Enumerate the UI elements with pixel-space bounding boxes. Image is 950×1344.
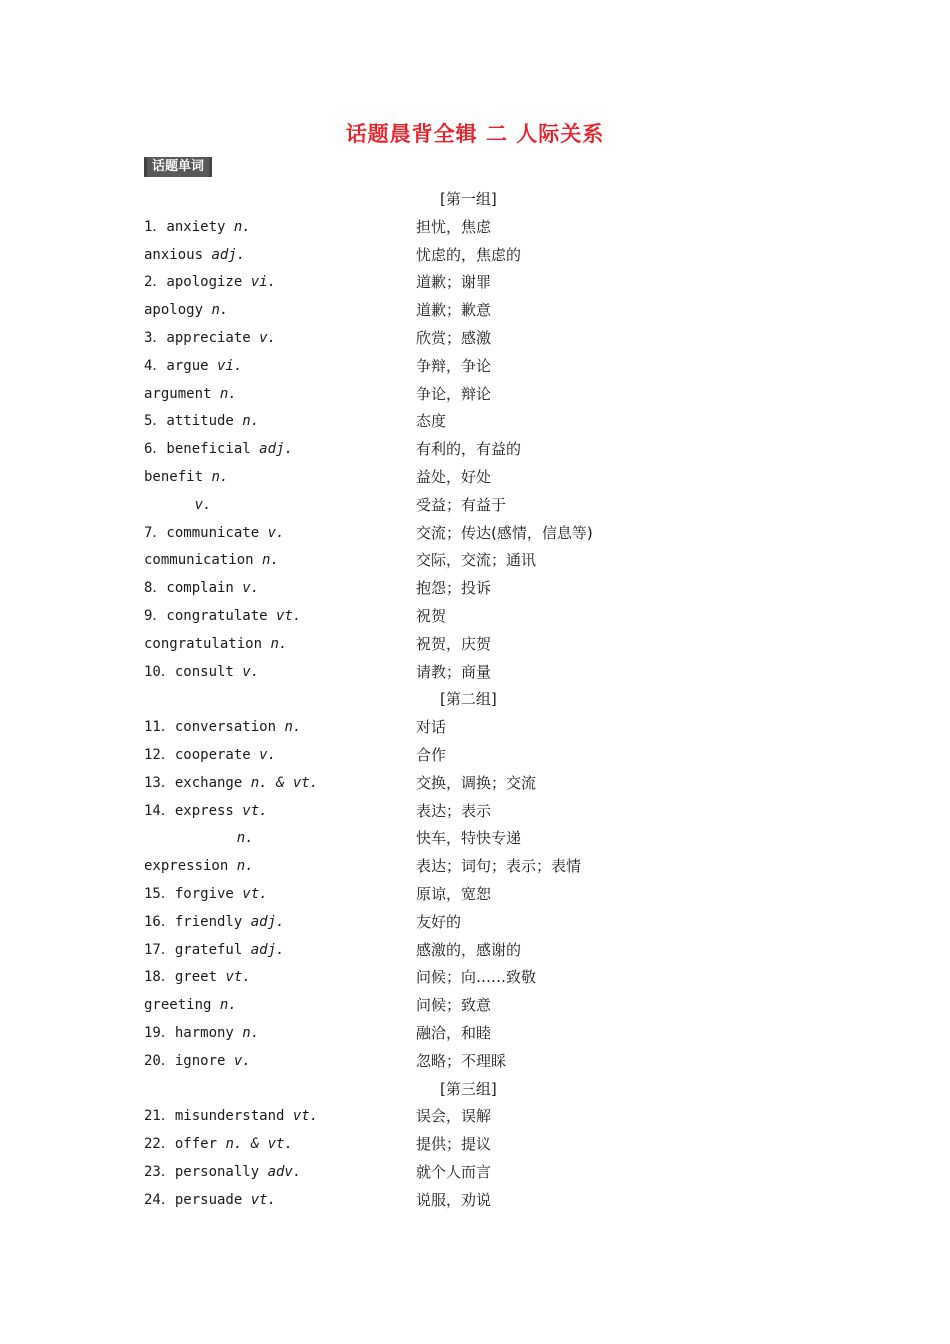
vocab-word-cell xyxy=(144,742,276,770)
part-of-speech: n. xyxy=(262,552,279,569)
vocab-entry xyxy=(0,1020,950,1048)
group-heading-row xyxy=(0,686,950,714)
vocab-meaning: 忽略；不理睬 xyxy=(416,1051,507,1070)
vocab-word xyxy=(144,830,237,846)
part-of-speech: adj. xyxy=(259,441,293,458)
vocab-word-cell xyxy=(144,214,251,242)
vocab-word: 10．consult xyxy=(144,663,243,680)
vocab-word: benefit xyxy=(144,468,212,485)
part-of-speech: v. xyxy=(259,746,277,763)
vocab-entry xyxy=(0,297,950,325)
vocab-word-cell xyxy=(144,770,318,798)
vocab-entry xyxy=(0,464,950,492)
vocab-word-cell xyxy=(144,1048,251,1076)
vocab-word: 23．personally xyxy=(144,1163,268,1180)
vocab-word-cell xyxy=(144,436,293,464)
vocab-word-cell xyxy=(144,547,279,575)
vocab-meaning: 争辩，争论 xyxy=(416,356,492,375)
vocab-word-cell xyxy=(144,492,211,520)
part-of-speech: n. xyxy=(236,858,254,875)
part-of-speech: vt. xyxy=(292,1108,319,1125)
group-heading: [第三组] xyxy=(440,1079,497,1098)
vocab-word-cell xyxy=(144,603,301,631)
vocab-word-cell xyxy=(144,853,254,881)
vocab-entry xyxy=(0,798,950,826)
vocab-word-cell xyxy=(144,269,276,297)
vocab-word: 5．attitude xyxy=(144,413,243,430)
group-heading: [第二组] xyxy=(440,690,497,709)
vocab-word: 12．cooperate xyxy=(144,746,260,763)
vocab-word: 11．conversation xyxy=(144,719,285,736)
vocab-entry xyxy=(0,603,950,631)
vocab-word: 13．exchange xyxy=(144,774,251,791)
part-of-speech: n. xyxy=(270,635,288,652)
vocab-word: 6．beneficial xyxy=(144,441,260,458)
part-of-speech: n. xyxy=(211,468,229,485)
vocab-meaning: 欣赏；感激 xyxy=(416,328,492,347)
vocab-meaning: 请教；商量 xyxy=(416,662,492,681)
part-of-speech: v. xyxy=(267,524,285,541)
vocab-word: communication xyxy=(144,552,263,569)
vocab-word-cell xyxy=(144,992,237,1020)
vocab-word-cell xyxy=(144,798,268,826)
vocab-word-cell xyxy=(144,631,287,659)
vocab-word-cell xyxy=(144,353,242,381)
vocab-meaning: 友好的 xyxy=(416,912,462,931)
vocab-word: 24．persuade xyxy=(144,1191,251,1208)
vocab-word: 4．argue xyxy=(144,357,218,374)
part-of-speech: adv. xyxy=(267,1163,302,1180)
vocab-meaning: 受益；有益于 xyxy=(416,495,507,514)
vocab-word: 21．misunderstand xyxy=(144,1108,293,1125)
vocab-meaning: 交流；传达(感情，信息等) xyxy=(416,523,593,542)
part-of-speech: v. xyxy=(242,580,260,597)
vocab-word-cell xyxy=(144,1020,259,1048)
vocab-meaning: 融洽，和睦 xyxy=(416,1023,492,1042)
vocab-meaning: 抱怨；投诉 xyxy=(416,579,492,598)
vocab-word: 3．appreciate xyxy=(144,329,260,346)
vocab-meaning: 态度 xyxy=(416,412,447,431)
part-of-speech: vi. xyxy=(217,357,243,374)
vocab-entry xyxy=(0,853,950,881)
part-of-speech: n. xyxy=(219,385,237,402)
part-of-speech: vt. xyxy=(242,885,268,902)
vocab-meaning: 争论，辩论 xyxy=(416,384,492,403)
vocab-entry xyxy=(0,547,950,575)
vocab-entry xyxy=(0,964,950,992)
part-of-speech: vt. xyxy=(276,607,302,624)
vocab-word-cell xyxy=(144,297,228,325)
vocab-meaning: 对话 xyxy=(416,718,447,737)
vocab-meaning: 感激的，感谢的 xyxy=(416,940,522,959)
vocab-meaning: 快车，特快专递 xyxy=(416,829,522,848)
part-of-speech: adj. xyxy=(250,913,285,930)
vocab-entry xyxy=(0,269,950,297)
vocab-entry xyxy=(0,214,950,242)
part-of-speech: v. xyxy=(233,1052,251,1069)
vocab-meaning: 益处，好处 xyxy=(416,467,492,486)
vocab-meaning: 就个人而言 xyxy=(416,1162,492,1181)
part-of-speech: n. xyxy=(242,1024,260,1041)
vocab-word-cell xyxy=(144,325,276,353)
vocab-word: 20．ignore xyxy=(144,1052,234,1069)
vocab-meaning: 合作 xyxy=(416,745,447,764)
vocab-meaning: 提供；提议 xyxy=(416,1135,492,1154)
vocab-word: 19．harmony xyxy=(144,1024,243,1041)
vocab-entry xyxy=(0,492,950,520)
vocab-word: 15．forgive xyxy=(144,885,243,902)
vocab-meaning: 误会，误解 xyxy=(416,1107,492,1126)
vocab-word-cell xyxy=(144,1187,276,1215)
vocab-word: 7．communicate xyxy=(144,524,268,541)
vocab-entry xyxy=(0,242,950,270)
part-of-speech: adj. xyxy=(211,246,246,263)
vocab-word xyxy=(144,497,195,513)
vocab-word: 2．apologize xyxy=(144,274,251,291)
vocab-entry xyxy=(0,520,950,548)
vocab-meaning: 说服，劝说 xyxy=(416,1190,492,1209)
part-of-speech: v. xyxy=(194,496,212,513)
vocab-meaning: 交际，交流；通讯 xyxy=(416,551,537,570)
vocab-entry xyxy=(0,575,950,603)
group-heading: [第一组] xyxy=(440,190,497,208)
part-of-speech: v. xyxy=(242,663,260,680)
vocab-meaning: 表达；词句；表示；表情 xyxy=(416,857,582,876)
vocab-word: anxious xyxy=(144,246,212,263)
vocab-entry xyxy=(0,742,950,770)
vocab-entry xyxy=(0,992,950,1020)
vocab-word: expression xyxy=(144,858,237,875)
group-heading-row xyxy=(0,1076,950,1104)
part-of-speech: n. & vt. xyxy=(225,1136,293,1153)
vocab-entry xyxy=(0,436,950,464)
vocab-word: 9．congratulate xyxy=(144,607,277,624)
vocab-word: argument xyxy=(144,385,220,402)
page-title: 话题晨背全辑 二 人际关系 xyxy=(345,122,605,146)
vocab-entry xyxy=(0,659,950,687)
vocab-word: congratulation xyxy=(144,635,271,652)
part-of-speech: vt. xyxy=(250,1191,277,1208)
vocab-word: 18．greet xyxy=(144,969,226,986)
part-of-speech: n. xyxy=(242,413,260,430)
part-of-speech: n. xyxy=(236,830,254,847)
vocab-word-cell xyxy=(144,575,259,603)
vocab-word-cell xyxy=(144,937,284,965)
vocab-word: greeting xyxy=(144,997,220,1014)
vocab-entry xyxy=(0,909,950,937)
vocab-word-cell xyxy=(144,1103,318,1131)
vocab-meaning: 道歉；谢罪 xyxy=(416,273,492,292)
part-of-speech: vt. xyxy=(225,969,251,986)
part-of-speech: adj. xyxy=(250,941,285,958)
vocab-word-cell xyxy=(144,659,259,687)
vocab-meaning: 祝贺，庆贺 xyxy=(416,634,492,653)
vocab-meaning: 表达；表示 xyxy=(416,801,492,820)
vocab-word: 16．friendly xyxy=(144,913,251,930)
vocab-word-cell xyxy=(144,1131,293,1159)
vocab-word-cell xyxy=(144,520,284,548)
part-of-speech: n. xyxy=(219,997,237,1014)
vocab-word-cell xyxy=(144,242,245,270)
vocab-entry xyxy=(0,353,950,381)
vocab-entry xyxy=(0,1159,950,1187)
vocab-word: 8．complain xyxy=(144,580,243,597)
section-badge-label: 话题单词 xyxy=(147,157,209,177)
vocab-entry xyxy=(0,1048,950,1076)
vocab-meaning: 问候；致意 xyxy=(416,996,492,1015)
vocab-entry xyxy=(0,1187,950,1215)
badge-bar-right xyxy=(209,157,212,177)
vocab-meaning: 交换，调换；交流 xyxy=(416,773,537,792)
vocab-entry xyxy=(0,408,950,436)
vocab-word-cell xyxy=(144,909,284,937)
vocab-entry xyxy=(0,881,950,909)
vocab-entry xyxy=(0,325,950,353)
vocab-meaning: 有利的，有益的 xyxy=(416,440,522,459)
vocab-meaning: 原谅，宽恕 xyxy=(416,884,492,903)
vocab-entry xyxy=(0,714,950,742)
vocab-meaning: 忧虑的，焦虑的 xyxy=(416,245,522,264)
vocab-entry xyxy=(0,631,950,659)
vocab-meaning: 道歉；歉意 xyxy=(416,301,492,320)
vocab-entry xyxy=(0,770,950,798)
part-of-speech: n. & vt. xyxy=(250,774,319,791)
part-of-speech: n. xyxy=(233,218,251,235)
vocab-word: 14．express xyxy=(144,802,243,819)
group-heading-row xyxy=(0,186,950,214)
part-of-speech: n. xyxy=(284,719,302,736)
vocab-word-cell xyxy=(144,881,268,909)
part-of-speech: n. xyxy=(211,302,229,319)
vocab-meaning: 担忧，焦虑 xyxy=(416,217,492,236)
section-badge xyxy=(144,157,212,177)
vocab-word-cell xyxy=(144,381,237,409)
vocab-entry xyxy=(0,825,950,853)
vocab-entry xyxy=(0,381,950,409)
vocab-word: 17．grateful xyxy=(144,941,251,958)
part-of-speech: vt. xyxy=(242,802,268,819)
vocabulary-list xyxy=(0,186,950,1214)
vocab-word: 1．anxiety xyxy=(144,218,234,235)
vocab-entry xyxy=(0,1103,950,1131)
vocab-word: 22．offer xyxy=(144,1136,226,1153)
vocab-word-cell xyxy=(144,408,259,436)
vocab-word-cell xyxy=(144,825,254,853)
vocab-word-cell xyxy=(144,964,251,992)
vocab-entry xyxy=(0,937,950,965)
vocab-word: apology xyxy=(144,302,212,319)
vocab-word-cell xyxy=(144,1159,301,1187)
vocab-meaning: 祝贺 xyxy=(416,606,447,625)
vocab-word-cell xyxy=(144,714,301,742)
part-of-speech: vi. xyxy=(250,274,277,291)
vocab-word-cell xyxy=(144,464,228,492)
part-of-speech: v. xyxy=(259,329,277,346)
vocab-entry xyxy=(0,1131,950,1159)
vocab-meaning: 问候；向……致敬 xyxy=(416,968,537,987)
